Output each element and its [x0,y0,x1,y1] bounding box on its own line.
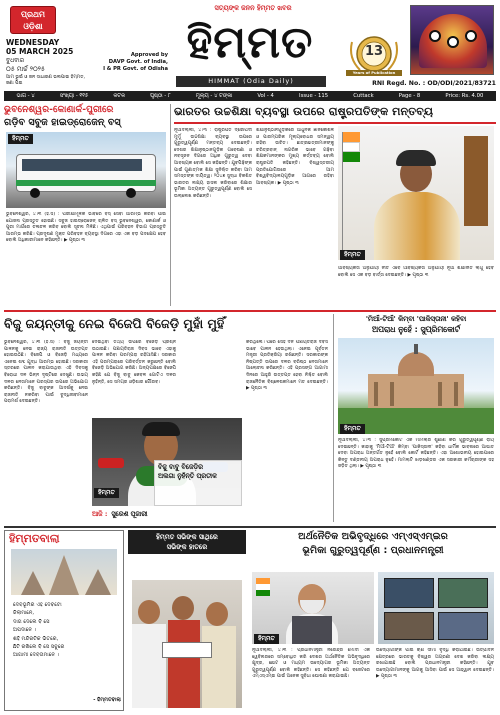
day-english: WEDNESDAY [6,38,60,47]
info-vol-or: ଭାଗ - ୪ [16,92,35,99]
court-photo [338,338,494,434]
kavita-line: ଦାଗ ଦେଲେ ବି ସେ [13,618,50,625]
pm-headline-line-2: ଭୂମିକା ଗୁରୁତ୍ୱପୂର୍ଣ୍ଣ : ପ୍ରଧାନମନ୍ତ୍ରୀ [302,545,444,556]
day-odia: ବୁଧବାର [6,57,25,64]
bus-headline-line-1: ଭୁବନେଶ୍ୱର-କୋଣାର୍କ-ପୁରୀରେ [4,104,114,115]
biju-headline: ବିଜୁ ଜୟନ୍ତୀକୁ ନେଇ ବିଜେପି ବିଜେଡ଼ି ମୁହାଁ ମୁହିଁ [4,316,225,331]
bus-photo-caption: ହିମ୍ମତ [8,134,33,144]
anniversary-label: Years of Publication [346,70,402,76]
rni-number: RNI Regd. No. : OD/ODI/2021/83721 [372,80,496,87]
prathama-odisha-badge [10,6,56,34]
president-photo [338,126,494,260]
biju-quote-line-2: ଅଲଗା ନୁହଁନ୍ତି ପ୍ରତୀକ [158,472,217,480]
deity-image [410,5,494,75]
info-bar [4,91,496,101]
award-headline-band [128,530,246,554]
kavita-line: ଆଗାମୀ ଦେବତାମାନେ । [13,652,59,659]
court-headline-line-1: 'ମିଆଁ-ଟିଆଁ' କିମ୍ବା 'ପାକିସ୍ତାନୀ' କହିବା [365,315,467,323]
kavita-temple-image [11,549,117,595]
biju-photo-caption: ହିମ୍ମତ [94,488,119,498]
president-body-col-2: ଶିକ୍ଷାନୁଷ୍ଠାନଗୁଡ଼ିକରେ ଆଧୁନିକ ଜ୍ଞାନକୌଶଳ ଓ ପାରମ୍ପରିକ ମୂଲ୍ୟବୋଧର ସମନ୍ୱୟ ରହିବା ଉଚିତ। ଛାତ୍ରଛାତ୍ରୀମାନଙ୍କୁ ଚରିତ୍ରବାନ୍ ନାଗରିକ ଭାବେ ଗଢ଼ିବା ଶିକ୍ଷକମାନଙ୍କର ମୁଖ୍ୟ କର୍ତ୍ତବ୍ୟ ବୋଲି ରାଷ୍ଟ୍ରପତି କହିଛନ୍ତି। ବିଶ୍ୱସ୍ତରୀୟ ପ୍ରତିଯୋଗିତାରେ ଆମ ବିଶ୍ୱବିଦ୍ୟାଳୟଗୁଡ଼ିକ ଆଗରେ ରହିବା ଆବଶ୍ୟକ। ▶ ପୃଷ୍ଠା ୩ [256,128,334,186]
award-photo [132,580,242,708]
pm-headline-line-1: ଅର୍ଥନୈତିକ ଅଭିବୃଦ୍ଧିରେ ଏମ୍ଏସ୍ଏମ୍ଇର [298,531,448,542]
badge-line-2: ଓଡ଼ିଶା [23,22,43,31]
pm-photo-right [378,572,494,644]
logo-band [176,76,326,87]
biju-body-col-1: ଭୁବନେଶ୍ୱର, ୪।୩ (ହି.ସ) : ବିଜୁ ଜୟନ୍ତୀ ପାଳନକୁ ନେଇ ରାଜ୍ୟ ରାଜନୀତି ଉତ୍ତପ୍ତ ହୋଇଉଠିଛି। ବିଜେପି ଓ ବିଜେଡ଼ି ମଧ୍ୟରେ ଏନେଇ ଶବ୍ଦ ଯୁଦ୍ଧ ଆରମ୍ଭ ହୋଇଛି। ସରକାରୀ ସ୍ତରରେ ପାଳନ କରାଯାଉଥିବା ଏହି ଦିବସକୁ ବିରୋଧୀ ଦଳ ଭିନ୍ନ ଦୃଷ୍ଟିରେ ଦେଖୁଛି। ଉଭୟ ଦଳର ନେତାମାନେ ପରସ୍ପର ଉପରେ ଅଭିଯୋଗ କରିଛନ୍ତି। ବିଜୁ ବାବୁଙ୍କ ଆଦର୍ଶକୁ ନେଇ ରାଜନୀତି ନକରିବା ପାଇଁ ବୁଦ୍ଧିଜୀବୀମାନେ ପରାମର୍ଶ ଦେଇଛନ୍ତି। [4,340,88,405]
kavita-line: ଦେବଭୂମିର ଏହ ଦେବଟୋ [13,602,62,608]
president-body-below: ଆବଶ୍ୟକତା ଅନୁଯାୟୀ ନୀତି ଏବେ ଆବଶ୍ୟକତା ଅନୁଯାୟୀ ନୂଆ ଶିକ୍ଷାନୀତି ଲାଗୁ ହେବ ବୋଲି ସେ ଏକ ବଡ଼ ବାର୍ତ୍ତା ଦେଇଛନ୍ତି। ▶ ପୃଷ୍ଠା ୩ [338,266,494,278]
pm-photo-caption: ହିମ୍ମତ [254,634,279,644]
story-himmat-award [128,530,246,711]
kavita-line: ଜିଲାମାନେ, [13,610,35,617]
biju-quote-attribution [92,508,242,520]
bus-headline-line-2: ଗଡ଼ିବ ସବୁଜ ହାଇଡ୍ରୋଜେନ୍ ବସ୍ [4,117,121,128]
masthead-subtitle: ଆମ ଭୁଇଁ ଓ ଜନ ସାଧାରଣ ଭଲପାଇ ହିମ୍ମତ, ଜଣା ପିଇ [6,75,85,86]
court-photo-caption: ହିମ୍ମତ [340,424,365,434]
kavita-title: ହିମ୍ମତବାଲା [9,532,60,545]
approved-line-1: Approved by [130,52,168,58]
info-vol: Vol - 4 [257,93,274,99]
pm-body-col-1: ନୂଆଦିଲ୍ଲୀ, ୪।୩ : ପ୍ରଧାନମନ୍ତ୍ରୀ ନରେନ୍ଦ୍ର ମୋଦୀ ଏକ ୱେବିନାରରେ ସମ୍ବୋଧିତ କରି ଦେଶର ଅର୍ଥନୈତିକ ଅଭିବୃଦ୍ଧିରେ କ୍ଷୁଦ୍ର, ଛୋଟ ଓ ମଧ୍ୟମ ଉଦ୍ୟୋଗର ଭୂମିକା ଅତ୍ୟନ୍ତ ଗୁରୁତ୍ୱପୂର୍ଣ୍ଣ ବୋଲି କହିଛନ୍ତି। ସେ କହିଛନ୍ତି ଯେ ବଜେଟରେ ଏମ୍ଏସ୍ଏମ୍ଇ ପାଇଁ ଅନେକ ସୁବିଧା ଘୋଷଣା କରାଯାଇଛି। [252,648,370,680]
info-price-or: ମୂଲ୍ୟ - ୪ ଟଙ୍କା [195,92,233,99]
court-body: ନୂଆଦିଲ୍ଲୀ, ୪।୩ : ସୁପ୍ରିମକୋର୍ଟ ଏକ ମାମଲାର ଶୁଣାଣି କରି ଗୁରୁତ୍ୱପୂର୍ଣ୍ଣ ରାୟ ଦେଇଛନ୍ତି। କାହାକୁ 'ମିଆଁ-ଟିଆଁ' କିମ୍ବା 'ପାକିସ୍ତାନୀ' କହିବା ଧାର୍ମିକ ଭାବନାରେ ଆଘାତ ଦେବା ଅପରାଧ ଅନ୍ତର୍ଗତ ନୁହେଁ ବୋଲି କୋର୍ଟ କହିଛନ୍ତି। ଏହା ଅଶୋଭନୀୟ ହୋଇପାରେ କିନ୍ତୁ ଦଣ୍ଡନୀୟ ଅପରାଧ ନୁହେଁ। ମାମଲାଟି ଝାଡ଼ଖଣ୍ଡର ଏକ ସରକାରୀ କର୍ମଚାରୀଙ୍କ ସହ ଜଡ଼ିତ ଥିଲା। ▶ ପୃଷ୍ଠା ୩ [338,438,494,470]
biju-body-col-3: କରିଥିଲେ। ପରେ ସେହି ଦିନ ପଞ୍ଚାୟତିରାଜ ଦିବସ ଭାବେ ପାଳନ ହେଉଥିଲା। ଏନେଇ ପୂର୍ବତନ ମନ୍ତ୍ରୀ ପ୍ରତିକ୍ରିୟା ରଖିଛନ୍ତି। ସରକାରଙ୍କ ନିଷ୍ପତ୍ତି ଉପରେ ଦଳର ବରିଷ୍ଠ ନେତାମାନେ ଆଲୋଚନା କରିଛନ୍ତି। ଏହି ପ୍ରସଙ୍ଗ ଆଗାମୀ ଦିନରେ ଆହୁରି ଉତ୍ତପ୍ତ ହେବା ନିଶ୍ଚିତ ବୋଲି ରାଜନୈତିକ ବିଶ୍ଳେଷକମାନେ ମତ ଦେଇଛନ୍ତି। ▶ ପୃଷ୍ଠା ୩ [246,340,328,392]
award-headline-line-2: ସଭିଙ୍କ ହାତରେ [166,543,208,551]
info-page: Page - 8 [398,93,421,99]
biju-quote-box [154,460,242,506]
info-page-or: ପୃଷ୍ଠା - ୮ [149,92,171,99]
biju-quote-line-1: ବିଜୁ ବାବୁ ବିଜେଡ଼ିର [158,463,203,471]
kavita-lines [13,601,121,660]
date-english: 05 MARCH 2025 [6,47,74,56]
biju-quote-label: ଆଜି : [92,509,108,518]
story-supreme-court [336,314,496,524]
anniversary-number: 13 [364,44,384,59]
approved-by [96,52,168,73]
biju-quote-name: ସୁରେଶ ପୂଜାରୀ [111,509,148,518]
pm-body-col-2: ଉଦ୍ୟୋଗୀଙ୍କ ପାଇଁ ଋଣ ସୀମା ବୃଦ୍ଧି କରାଯାଇଛି। ଉତ୍ପାଦନ କ୍ଷେତ୍ରରେ ଭାରତକୁ ବିଶ୍ୱର ଅଗ୍ରଣୀ ଦେଶ କରିବା ଲକ୍ଷ୍ୟ ରଖାଯାଇଛି ବୋଲି ପ୍ରଧାନମନ୍ତ୍ରୀ କହିଛନ୍ତି। ଯୁବ ଉଦ୍ୟୋଗୀମାନଙ୍କୁ ଆଗକୁ ଆସିବା ପାଇଁ ସେ ଆହ୍ୱାନ ଦେଇଛନ୍ତି। ▶ ପୃଷ୍ଠା ୩ [376,648,494,680]
badge-line-1: ପ୍ରଥମ [20,10,46,19]
info-price: Price: Rs. 4.00 [445,93,484,99]
info-city-or: କଟକ [113,92,125,99]
president-headline: ଭାରତର ଉଚ୍ଚଶିକ୍ଷା ବ୍ୟବସ୍ଥା ଉପରେ ରାଷ୍ଟ୍ରପତିଙ୍କ ମନ୍ତବ୍ୟ [174,105,434,118]
logo: ହିମ୍ମତ [186,17,314,68]
logo-subtitle: HIMMAT (Odia Daily) [208,77,294,85]
bus-body: ଭୁବନେଶ୍ୱର, ୪।୩ (ହି.ସ) : ପରୀକ୍ଷାମୂଳକ ଭାବରେ ବସ୍ ସେବା ଆରମ୍ଭ କରିବା ପାଇଁ ଯୋଜନା ପ୍ରସ୍ତୁତ ହୋଇଛି। ସବୁଜ ହାଇଡ୍ରୋଜେନ୍ ଚାଳିତ ବସ୍ ଭୁବନେଶ୍ୱର, କୋଣାର୍କ ଓ ପୁରୀ ମାର୍ଗରେ ଚଳାଚଳ କରିବ ବୋଲି ସୂଚନା ମିଳିଛି। ଏଥିପାଇଁ ପରିବହନ ବିଭାଗ ପ୍ରସ୍ତୁତି ଆରମ୍ଭ କରିଛି। ପ୍ରଦୂଷଣ ମୁକ୍ତ ପରିବହନ ବ୍ୟବସ୍ଥା ଦିଗରେ ଏହା ଏକ ବଡ଼ ପଦକ୍ଷେପ ହେବ ବୋଲି ଅଧିକାରୀମାନେ କହିଛନ୍ତି। ▶ ପୃଷ୍ଠା ୩ [6,212,166,244]
biju-body-col-2: ଦେଇଥିବା ତଥ୍ୟ ଉପରେ ବିଜେଡ଼ି ପ୍ରଶ୍ନ ଉଠାଇଛି। ପଞ୍ଚାୟତିରାଜ ଦିବସ ଭାବେ ଏହାକୁ ପାଳନ କରିବା ପରମ୍ପରା ରହିଆସିଛି। ସରକାର ଏହି ପରମ୍ପରାରେ ପରିବର୍ତ୍ତନ କରୁଛନ୍ତି ବୋଲି ବିଜେଡ଼ି ଅଭିଯୋଗ କରିଛି। ଅନ୍ୟପକ୍ଷରେ ବିଜେପି କହିଛି ଯେ ବିଜୁ ବାବୁ କେବଳ ଗୋଟିଏ ଦଳର ନୁହଁନ୍ତି, ସେ ସମଗ୍ର ଓଡ଼ିଶାର ଗୌରବ। [92,340,176,385]
kavita-line: ଅପଦାନେ । [13,627,36,634]
date-odia: ୦୫ ମାର୍ଚ୍ଚ ୨୦୨୫ [6,65,45,73]
anniversary-badge [346,34,402,78]
story-biju-jayanti [4,314,330,524]
kavita-box [4,530,124,711]
approved-line-2: DAVP Govt. of India, [108,59,168,65]
approved-line-3: I & PR Govt. of Odisha [103,66,168,72]
info-issue-or: ସଂଖ୍ୟା - ୧୧୫ [59,92,89,99]
president-photo-caption: ହିମ୍ମତ [340,250,365,260]
kavita-line: ଛିଟି ରଖିଲେ ବି ସେ ସବୁରେ [13,644,65,651]
kavita-line: ଶହି ମନ୍ଦିରଟିକ ଭିତରେ, [13,635,59,642]
court-headline-line-2: ଅପରାଧ ନୁହେଁ : ସୁପ୍ରିମକୋର୍ଟ [371,325,461,334]
president-body-col-1: ନୂଆଦିଲ୍ଲୀ, ୪।୩ : ରାଷ୍ଟ୍ରପତି ଦ୍ରୌପଦୀ ମୁର୍ମୁ ଉଚ୍ଚଶିକ୍ଷା ବ୍ୟବସ୍ଥା ଉପରେ ଗୁରୁତ୍ୱପୂର୍ଣ୍ଣ ମନ୍ତବ୍ୟ ଦେଇଛନ୍ତି। ଦେଶର ଶିକ୍ଷାନୁଷ୍ଠାନଗୁଡ଼ିକ ଗବେଷଣା ଓ ନବସୃଜନ ଦିଗରେ ଅଧିକ ଗୁରୁତ୍ୱ ଦେବା ଆବଶ୍ୟକ ବୋଲି ସେ କହିଛନ୍ତି। ଯୁବପିଢ଼ିଙ୍କ ପାଇଁ ଗୁଣାତ୍ମକ ଶିକ୍ଷା ସୁନିଶ୍ଚିତ କରିବା ଆମ ସମସ୍ତଙ୍କ ଦାୟିତ୍ୱ। ୨୦୪୭ ସୁଦ୍ଧା ବିକଶିତ ଭାରତର ଲକ୍ଷ୍ୟ ହାସଲ କରିବାରେ ଶିକ୍ଷାର ଭୂମିକା ଅତ୍ୟନ୍ତ ଗୁରୁତ୍ୱପୂର୍ଣ୍ଣ ବୋଲି ସେ ଉଲ୍ଲେଖ କରିଛନ୍ତି। [174,128,252,199]
masthead [0,0,500,92]
info-city: Cuttack [353,93,374,99]
award-headline-line-1: ହିମ୍ମତ ସଭିଙ୍କ ସାଥିରେ [156,533,218,541]
story-hydrogen-bus [4,104,168,310]
story-pm-msme [250,530,496,711]
story-president [174,104,496,308]
info-issue: Issue - 115 [299,93,329,99]
tagline: ସତ୍ୟଙ୍କ ଜନନ ହିମ୍ମତ ଖବର [214,4,292,12]
kavita-author: - ହିମ୍ମତବାଲା [93,697,121,703]
